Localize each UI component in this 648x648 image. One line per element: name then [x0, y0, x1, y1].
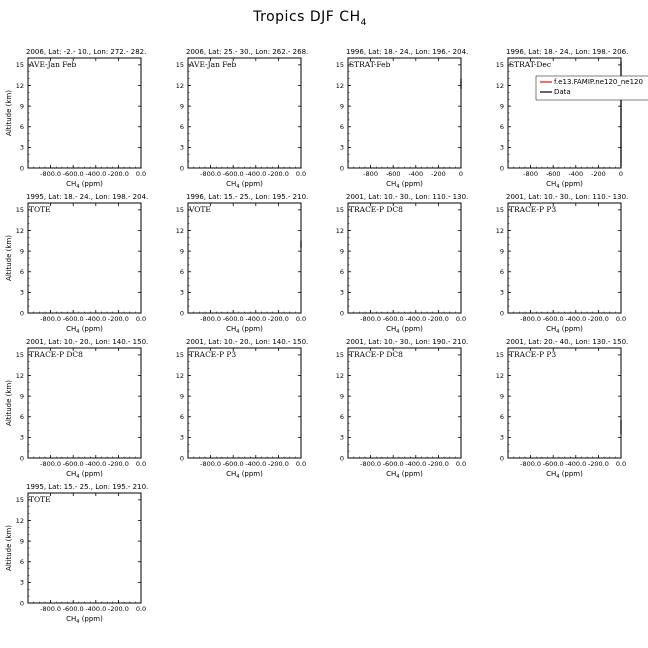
x-axis-label-unit: (ppm): [239, 470, 263, 478]
y-tick-label: 6: [19, 123, 24, 132]
x-tick-label: -600: [385, 170, 401, 178]
plot-frame: [508, 203, 621, 313]
y-tick-label: 15: [175, 206, 184, 215]
x-axis-label-unit: (ppm): [399, 180, 423, 188]
x-axis-label-subscript: 4: [76, 329, 80, 335]
legend-label: Data: [554, 88, 571, 96]
x-axis-label-unit: (ppm): [559, 325, 583, 333]
plot-frame: [188, 348, 301, 458]
x-tick-label: -400.0: [85, 460, 107, 468]
x-tick-label: -200.0: [427, 460, 449, 468]
x-tick-label: -200.0: [427, 315, 449, 323]
x-tick-label: -200.0: [267, 170, 289, 178]
x-axis-label-subscript: 4: [396, 329, 400, 335]
y-tick-label: 0: [339, 454, 344, 463]
y-tick-label: 9: [179, 392, 184, 401]
campaign-label: TOTE: [29, 495, 51, 504]
chart-panel-5: [5, 193, 148, 335]
y-tick-label: 12: [495, 81, 504, 90]
y-tick-label: 3: [499, 143, 504, 152]
x-tick-label: -800.0: [520, 460, 542, 468]
x-axis-label-unit: (ppm): [559, 470, 583, 478]
y-tick-label: 6: [19, 558, 24, 567]
y-tick-label: 0: [499, 454, 504, 463]
plot-frame: [28, 203, 141, 313]
x-tick-label: -800.0: [360, 315, 382, 323]
chart-panel-4: [496, 48, 648, 190]
x-tick-label: 0.0: [135, 170, 147, 178]
chart-panel-2: [176, 48, 309, 190]
x-tick-label: -400.0: [245, 315, 267, 323]
chart-panel-6: [176, 193, 309, 335]
x-axis-label: [66, 615, 103, 625]
y-tick-label: 6: [179, 413, 184, 422]
y-tick-label: 12: [15, 81, 24, 90]
panel-title: 1995, Lat: 15.- 25., Lon: 195.- 210.: [26, 483, 149, 491]
x-axis-label: [66, 470, 103, 480]
y-tick-label: 0: [499, 309, 504, 318]
y-tick-label: 3: [179, 433, 184, 442]
x-axis-label: [386, 325, 423, 335]
x-axis-label-main: CH: [66, 325, 77, 333]
chart-panel-9: [5, 338, 148, 480]
y-tick-label: 6: [179, 268, 184, 277]
y-tick-label: 0: [339, 309, 344, 318]
y-tick-label: 9: [339, 247, 344, 256]
x-tick-label: -400.0: [565, 315, 587, 323]
campaign-label: AVE-Jan Feb: [29, 60, 77, 69]
y-tick-label: 15: [175, 351, 184, 360]
y-tick-label: 6: [339, 268, 344, 277]
y-tick-label: 0: [179, 164, 184, 173]
x-axis-label-unit: (ppm): [399, 325, 423, 333]
x-axis-label: [386, 180, 423, 190]
y-tick-label: 15: [495, 206, 504, 215]
y-tick-label: 15: [335, 206, 344, 215]
x-tick-label: -600.0: [62, 315, 84, 323]
x-tick-label: 0.0: [295, 170, 307, 178]
x-tick-label: -200.0: [107, 170, 129, 178]
campaign-label: TRACE-P P3: [189, 350, 237, 359]
chart-panel-11: [336, 338, 469, 480]
x-tick-label: -600.0: [222, 460, 244, 468]
x-axis-label: [546, 470, 583, 480]
y-axis-label: Altitude (km): [5, 380, 13, 426]
y-tick-label: 15: [335, 351, 344, 360]
panel-title: 1996, Lat: 18.- 24., Lon: 196.- 204.: [346, 48, 469, 56]
y-tick-label: 0: [499, 164, 504, 173]
y-tick-label: 6: [499, 268, 504, 277]
x-tick-label: -600.0: [62, 460, 84, 468]
panel-title: 2001, Lat: 10.- 30., Lon: 190.- 210.: [346, 338, 469, 346]
y-tick-label: 9: [19, 537, 24, 546]
y-tick-label: 0: [179, 309, 184, 318]
x-axis-label-main: CH: [386, 470, 397, 478]
x-tick-label: -200.0: [107, 460, 129, 468]
x-tick-label: -400.0: [405, 315, 427, 323]
y-tick-label: 3: [339, 288, 344, 297]
y-tick-label: 9: [499, 247, 504, 256]
x-tick-label: 0.0: [295, 460, 307, 468]
campaign-label: AVE-Jan Feb: [189, 60, 237, 69]
x-tick-label: 0: [618, 170, 624, 178]
panel-title: 2001, Lat: 20.- 40., Lon: 130.- 150.: [506, 338, 629, 346]
x-axis-label-unit: (ppm): [79, 180, 103, 188]
x-tick-label: -800.0: [40, 315, 62, 323]
x-axis-label-subscript: 4: [76, 184, 80, 190]
panel-title: 2001, Lat: 10.- 20., Lon: 140.- 150.: [186, 338, 309, 346]
y-tick-label: 9: [19, 247, 24, 256]
y-tick-label: 9: [339, 102, 344, 111]
y-tick-label: 3: [499, 433, 504, 442]
plot-frame: [188, 203, 301, 313]
x-tick-label: -800.0: [200, 315, 222, 323]
x-axis-label-unit: (ppm): [79, 615, 103, 623]
x-tick-label: 0: [458, 170, 464, 178]
y-tick-label: 0: [179, 454, 184, 463]
x-tick-label: 0.0: [135, 460, 147, 468]
y-tick-label: 9: [179, 247, 184, 256]
x-axis-label-unit: (ppm): [239, 180, 263, 188]
x-axis-label-subscript: 4: [396, 474, 400, 480]
panel-title: 2001, Lat: 10.- 20., Lon: 140.- 150.: [26, 338, 149, 346]
y-tick-label: 3: [19, 143, 24, 152]
x-tick-label: 0.0: [135, 315, 147, 323]
campaign-label: TRACE-P P3: [509, 205, 557, 214]
y-tick-label: 0: [19, 454, 24, 463]
x-tick-label: 0.0: [295, 315, 307, 323]
y-tick-label: 12: [335, 226, 344, 235]
campaign-label: VOTE: [189, 205, 211, 214]
y-tick-label: 6: [339, 413, 344, 422]
y-axis-label: Altitude (km): [5, 235, 13, 281]
y-tick-label: 12: [495, 226, 504, 235]
x-axis-label-subscript: 4: [556, 329, 560, 335]
x-axis-label: [66, 325, 103, 335]
panel-title: 1996, Lat: 18.- 24., Lon: 198.- 206.: [506, 48, 629, 56]
x-tick-label: -800.0: [360, 460, 382, 468]
x-tick-label: -200.0: [587, 460, 609, 468]
campaign-label: STRAT-Feb: [349, 60, 391, 69]
x-tick-label: -200.0: [267, 460, 289, 468]
y-tick-label: 3: [499, 288, 504, 297]
y-tick-label: 15: [15, 496, 24, 505]
plot-frame: [348, 348, 461, 458]
x-axis-label: [546, 180, 583, 190]
panel-title: 2001, Lat: 10.- 30., Lon: 110.- 130.: [346, 193, 469, 201]
y-tick-label: 3: [19, 578, 24, 587]
x-tick-label: -400.0: [85, 170, 107, 178]
y-tick-label: 15: [15, 351, 24, 360]
y-tick-label: 3: [19, 288, 24, 297]
x-axis-label-main: CH: [226, 470, 237, 478]
x-axis-label-main: CH: [66, 615, 77, 623]
plot-frame: [188, 58, 301, 168]
x-axis-label-main: CH: [226, 180, 237, 188]
y-tick-label: 0: [19, 164, 24, 173]
x-axis-label: [386, 470, 423, 480]
page-title-main: Tropics DJF CH: [253, 9, 361, 25]
x-tick-label: -800.0: [40, 460, 62, 468]
x-axis-label-main: CH: [546, 470, 557, 478]
y-tick-label: 0: [19, 599, 24, 608]
x-axis-label: [226, 470, 263, 480]
chart-panel-3: [336, 48, 469, 190]
y-tick-label: 9: [499, 392, 504, 401]
y-tick-label: 12: [335, 371, 344, 380]
y-tick-label: 15: [335, 61, 344, 70]
chart-panel-7: [336, 193, 469, 335]
x-tick-label: -800.0: [40, 170, 62, 178]
legend: [536, 76, 648, 100]
x-tick-label: -400.0: [565, 460, 587, 468]
y-tick-label: 3: [19, 433, 24, 442]
panel-title: 2006, Lat: 25.- 30., Lon: 262.- 268.: [186, 48, 309, 56]
x-axis-label-main: CH: [386, 180, 397, 188]
plot-frame: [28, 348, 141, 458]
x-axis-label-main: CH: [226, 325, 237, 333]
x-tick-label: -600.0: [542, 460, 564, 468]
y-tick-label: 0: [19, 309, 24, 318]
x-axis-label-subscript: 4: [396, 184, 400, 190]
x-tick-label: -200: [591, 170, 606, 178]
y-tick-label: 0: [339, 164, 344, 173]
x-tick-label: -800.0: [200, 460, 222, 468]
x-axis-label-unit: (ppm): [399, 470, 423, 478]
campaign-label: STRAT-Dec: [509, 60, 552, 69]
campaign-label: TRACE-P DC8: [349, 350, 403, 359]
x-tick-label: -600.0: [222, 315, 244, 323]
panel-title: 2006, Lat: -2.- 10., Lon: 272.- 282.: [26, 48, 147, 56]
y-tick-label: 12: [175, 81, 184, 90]
x-tick-label: -800.0: [520, 315, 542, 323]
y-tick-label: 6: [499, 123, 504, 132]
y-tick-label: 9: [19, 102, 24, 111]
plot-frame: [508, 348, 621, 458]
y-tick-label: 9: [499, 102, 504, 111]
page-title-subscript: 4: [360, 18, 367, 28]
x-axis-label-subscript: 4: [556, 474, 560, 480]
x-tick-label: -600.0: [542, 315, 564, 323]
panel-grid: [5, 48, 648, 625]
y-tick-label: 12: [15, 226, 24, 235]
x-axis-label: [546, 325, 583, 335]
x-tick-label: 0.0: [455, 460, 467, 468]
y-tick-label: 6: [179, 123, 184, 132]
y-tick-label: 12: [15, 371, 24, 380]
x-axis-label-unit: (ppm): [79, 325, 103, 333]
x-tick-label: -600.0: [222, 170, 244, 178]
x-tick-label: -400.0: [405, 460, 427, 468]
x-tick-label: 0.0: [615, 315, 627, 323]
y-tick-label: 6: [499, 413, 504, 422]
y-tick-label: 15: [15, 206, 24, 215]
x-tick-label: -800.0: [200, 170, 222, 178]
y-tick-label: 6: [339, 123, 344, 132]
legend-label: f.e13.FAMIP.ne120_ne120: [554, 78, 643, 86]
y-tick-label: 3: [179, 288, 184, 297]
campaign-label: TRACE-P DC8: [349, 205, 403, 214]
x-tick-label: -200: [431, 170, 446, 178]
x-tick-label: -800: [363, 170, 378, 178]
x-axis-label-unit: (ppm): [559, 180, 583, 188]
y-tick-label: 15: [175, 61, 184, 70]
x-axis-label-subscript: 4: [556, 184, 560, 190]
y-tick-label: 12: [175, 371, 184, 380]
x-axis-label-main: CH: [66, 180, 77, 188]
y-tick-label: 3: [339, 433, 344, 442]
x-axis-label-subscript: 4: [76, 474, 80, 480]
y-tick-label: 12: [495, 371, 504, 380]
y-tick-label: 9: [179, 102, 184, 111]
x-tick-label: -200.0: [587, 315, 609, 323]
x-tick-label: -200.0: [107, 315, 129, 323]
x-axis-label-main: CH: [66, 470, 77, 478]
x-tick-label: -600.0: [382, 460, 404, 468]
y-tick-label: 12: [15, 516, 24, 525]
x-tick-label: -400: [568, 170, 584, 178]
y-tick-label: 9: [339, 392, 344, 401]
x-tick-label: 0.0: [455, 315, 467, 323]
x-tick-label: -400.0: [85, 605, 107, 613]
x-tick-label: -400.0: [245, 170, 267, 178]
y-tick-label: 12: [175, 226, 184, 235]
plot-frame: [348, 58, 461, 168]
y-tick-label: 3: [339, 143, 344, 152]
campaign-label: TOTE: [29, 205, 51, 214]
plot-frame: [28, 58, 141, 168]
x-tick-label: -600.0: [62, 170, 84, 178]
y-tick-label: 6: [19, 268, 24, 277]
y-tick-label: 6: [19, 413, 24, 422]
y-tick-label: 15: [495, 351, 504, 360]
x-tick-label: 0.0: [135, 605, 147, 613]
panel-title: 2001, Lat: 10.- 30., Lon: 110.- 130.: [506, 193, 629, 201]
y-tick-label: 12: [335, 81, 344, 90]
panel-title: 1996, Lat: 15.- 25., Lon: 195.- 210.: [186, 193, 309, 201]
x-tick-label: -800.0: [40, 605, 62, 613]
plot-frame: [508, 58, 621, 168]
x-tick-label: -800: [523, 170, 538, 178]
x-axis-label: [226, 325, 263, 335]
x-axis-label-subscript: 4: [236, 474, 240, 480]
x-tick-label: -600.0: [62, 605, 84, 613]
y-tick-label: 15: [15, 61, 24, 70]
x-axis-label-subscript: 4: [76, 619, 80, 625]
chart-panel-12: [496, 338, 629, 480]
page-title: [252, 9, 367, 28]
chart-panel-8: [496, 193, 629, 335]
plot-frame: [348, 203, 461, 313]
plot-frame: [28, 493, 141, 603]
x-tick-label: -400: [408, 170, 424, 178]
x-axis-label: [66, 180, 103, 190]
x-tick-label: -200.0: [267, 315, 289, 323]
x-axis-label-subscript: 4: [236, 329, 240, 335]
x-axis-label-main: CH: [386, 325, 397, 333]
x-axis-label-unit: (ppm): [239, 325, 263, 333]
chart-panel-10: [176, 338, 309, 480]
campaign-label: TRACE-P DC8: [29, 350, 83, 359]
y-tick-label: 3: [179, 143, 184, 152]
chart-panel-13: [5, 483, 148, 625]
chart-panel-1: [5, 48, 146, 190]
x-axis-label-main: CH: [546, 325, 557, 333]
x-tick-label: -600: [545, 170, 561, 178]
x-tick-label: -400.0: [85, 315, 107, 323]
y-tick-label: 9: [19, 392, 24, 401]
panel-title: 1995, Lat: 18.- 24., Lon: 198.- 204.: [26, 193, 149, 201]
x-tick-label: -200.0: [107, 605, 129, 613]
x-tick-label: -600.0: [382, 315, 404, 323]
y-axis-label: Altitude (km): [5, 90, 13, 136]
x-tick-label: -400.0: [245, 460, 267, 468]
y-axis-label: Altitude (km): [5, 525, 13, 571]
x-axis-label: [226, 180, 263, 190]
x-axis-label-unit: (ppm): [79, 470, 103, 478]
x-tick-label: 0.0: [615, 460, 627, 468]
y-tick-label: 15: [495, 61, 504, 70]
campaign-label: TRACE-P P3: [509, 350, 557, 359]
x-axis-label-main: CH: [546, 180, 557, 188]
x-axis-label-subscript: 4: [236, 184, 240, 190]
